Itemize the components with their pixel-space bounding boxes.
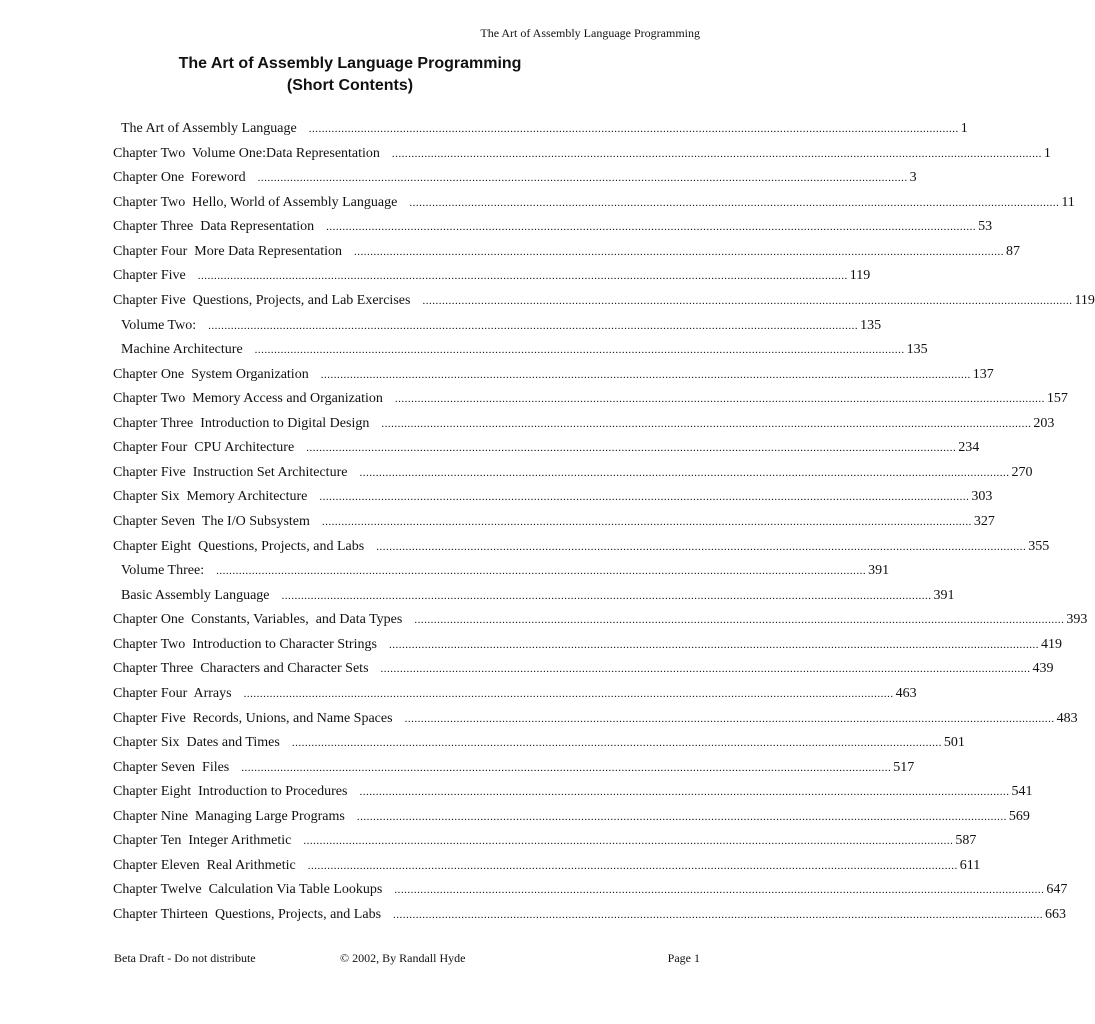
toc-entry[interactable] [113, 292, 1095, 318]
toc-entry-page: 137 [972, 366, 994, 382]
toc-entry-label: Chapter Six Dates and Times [113, 735, 280, 751]
dot-leader: ........................................................................................................................................................................................................ [356, 810, 1007, 823]
toc-entry[interactable] [113, 710, 1078, 736]
toc-entry-label: Chapter Four CPU Architecture [113, 440, 295, 456]
toc-entry-page: 483 [1056, 710, 1078, 726]
toc-entry-page: 203 [1033, 415, 1055, 431]
toc-entry[interactable] [113, 612, 1088, 637]
dot-leader: ........................................................................................................................................................................................................ [422, 294, 1073, 307]
toc-entry-page: 391 [933, 587, 955, 603]
toc-entry-page: 157 [1046, 391, 1068, 407]
toc-entry-label: Chapter Thirteen Questions, Projects, and Labs [113, 907, 382, 922]
dot-leader: ........................................................................................................................................................................................................ [308, 123, 959, 135]
toc-entry-page: 541 [1011, 784, 1033, 800]
document-title [0, 53, 700, 97]
dot-leader: ........................................................................................................................................................................................................ [281, 589, 932, 602]
dot-leader: ........................................................................................................................................................................................................ [354, 245, 1004, 258]
toc-entry-page: 234 [958, 440, 980, 456]
toc-entry[interactable] [113, 145, 1051, 171]
toc-entry-page: 439 [1032, 661, 1054, 677]
toc-entry[interactable] [113, 342, 928, 367]
toc-entry-label: Basic Assembly Language [121, 587, 270, 603]
title-line-2: (Short Contents) [286, 77, 414, 94]
toc-entry[interactable] [113, 489, 993, 514]
dot-leader: ........................................................................................................................................................................................................ [243, 687, 894, 700]
toc-entry[interactable] [113, 759, 915, 785]
toc-entry-label: Chapter Seven The I/O Subsystem [113, 514, 310, 529]
toc-entry-label: Chapter Eight Introduction to Procedures [113, 784, 348, 800]
toc-entry-label: Chapter Four More Data Representation [113, 243, 342, 259]
dot-leader: ........................................................................................................................................................................................................ [414, 614, 1065, 627]
toc-entry-page: 3 [909, 170, 917, 186]
toc-entry-label: Chapter Ten Integer Arithmetic [113, 833, 292, 849]
toc-entry-label: Volume Two: [121, 317, 197, 333]
toc-entry[interactable] [113, 514, 995, 539]
dot-leader: ........................................................................................................................................................................................................ [381, 417, 1032, 430]
dot-leader: ........................................................................................................................................................................................................ [197, 270, 848, 283]
toc-entry[interactable] [113, 366, 994, 392]
toc-entry-page: 587 [955, 833, 977, 849]
toc-entry-label: Chapter Twelve Calculation Via Table Lookups [113, 882, 383, 898]
dot-leader: ........................................................................................................................................................................................................ [404, 712, 1055, 725]
toc-entry[interactable] [113, 121, 968, 146]
toc-entry-page: 1 [960, 121, 968, 136]
toc-entry[interactable] [113, 784, 1033, 809]
dot-leader: ........................................................................................................................................................................................................ [394, 884, 1045, 897]
toc-entry[interactable] [113, 563, 890, 588]
toc-entry-label: Chapter Five Instruction Set Architecture [113, 464, 348, 480]
toc-entry[interactable] [113, 464, 1033, 490]
toc-entry[interactable] [113, 317, 882, 343]
toc-entry-label: Chapter Five Records, Unions, and Name Spaces [113, 710, 393, 726]
toc-entry-page: 87 [1006, 243, 1020, 259]
toc-entry[interactable] [113, 219, 993, 244]
toc-entry[interactable] [113, 857, 981, 883]
toc-entry-label: Chapter Three Characters and Character Sets [113, 661, 369, 677]
toc-entry-label: Chapter Five Questions, Projects, and Lab Exercises [113, 292, 411, 308]
toc-entry-label: Chapter One System Organization [113, 366, 309, 382]
toc-entry-label: Chapter Seven Files [113, 759, 230, 775]
toc-entry[interactable] [113, 538, 1050, 564]
toc-entry[interactable] [113, 170, 917, 195]
dot-leader: ........................................................................................................................................................................................................ [359, 786, 1010, 799]
dot-leader: ........................................................................................................................................................................................................ [391, 147, 1042, 160]
toc-entry-label: Chapter Two Introduction to Character Strings [113, 636, 377, 652]
toc-entry-label: Chapter Two Hello, World of Assembly Language [113, 194, 398, 210]
toc-entry-page: 11 [1061, 194, 1075, 210]
toc-entry-label: Machine Architecture [121, 342, 243, 358]
toc-entry-page: 119 [1074, 292, 1095, 308]
toc-entry[interactable] [113, 587, 955, 613]
dot-leader: ........................................................................................................................................................................................................ [320, 368, 971, 381]
toc-entry[interactable] [113, 735, 965, 760]
toc-entry-page: 463 [895, 685, 917, 701]
dot-leader: ........................................................................................................................................................................................................ [208, 319, 859, 332]
dot-leader: ........................................................................................................................................................................................................ [394, 393, 1045, 406]
toc-entry[interactable] [113, 243, 1020, 269]
table-of-contents [113, 121, 1095, 932]
dot-leader: ........................................................................................................................................................................................................ [254, 344, 905, 357]
toc-entry[interactable] [113, 907, 1067, 932]
toc-entry-page: 517 [893, 759, 915, 775]
toc-entry-label: Chapter Three Data Representation [113, 219, 315, 235]
toc-entry-label: Chapter Six Memory Architecture [113, 489, 308, 505]
toc-entry-page: 119 [849, 268, 871, 284]
toc-entry[interactable] [113, 391, 1068, 416]
toc-entry-label: Chapter Four Arrays [113, 685, 232, 701]
toc-entry-page: 569 [1008, 808, 1030, 824]
toc-entry[interactable] [113, 833, 977, 858]
dot-leader: ........................................................................................................................................................................................................ [376, 540, 1027, 553]
toc-entry-page: 327 [973, 514, 995, 529]
toc-entry[interactable] [113, 882, 1068, 907]
toc-entry-label: The Art of Assembly Language [121, 121, 297, 136]
toc-entry-page: 501 [943, 735, 965, 751]
toc-entry[interactable] [113, 636, 1062, 662]
dot-leader: ........................................................................................................................................................................................................ [380, 663, 1031, 676]
toc-entry-page: 391 [868, 563, 890, 579]
toc-entry-label: Chapter One Foreword [113, 170, 246, 186]
toc-entry-label: Volume Three: [121, 563, 205, 579]
toc-entry[interactable] [113, 415, 1055, 441]
dot-leader: ........................................................................................................................................................................................................ [409, 196, 1060, 209]
toc-entry-label: Chapter Three Introduction to Digital Design [113, 415, 370, 431]
toc-entry-label: Chapter Two Volume One:Data Representation [113, 145, 380, 161]
toc-entry-page: 611 [959, 857, 981, 873]
toc-entry-page: 135 [906, 342, 928, 358]
toc-entry-page: 355 [1028, 538, 1050, 554]
dot-leader: ........................................................................................................................................................................................................ [241, 761, 892, 774]
toc-entry-label: Chapter Five [113, 268, 186, 284]
dot-leader: ........................................................................................................................................................................................................ [326, 221, 977, 234]
dot-leader: ........................................................................................................................................................................................................ [388, 638, 1039, 651]
dot-leader: ........................................................................................................................................................................................................ [393, 909, 1044, 921]
footer-page-number: Page 1 [667, 951, 700, 965]
footer-draft-notice: Beta Draft - Do not distribute [114, 951, 256, 965]
dot-leader: ........................................................................................................................................................................................................ [319, 491, 970, 504]
running-header: The Art of Assembly Language Programming [480, 26, 700, 40]
toc-entry-page: 303 [971, 489, 993, 505]
toc-entry-page: 270 [1011, 464, 1033, 480]
toc-entry-page: 135 [860, 317, 882, 333]
toc-entry-label: Chapter Nine Managing Large Programs [113, 808, 345, 824]
dot-leader: ........................................................................................................................................................................................................ [216, 565, 867, 578]
toc-entry-page: 647 [1046, 882, 1068, 898]
title-line-1: The Art of Assembly Language Programming [178, 55, 522, 72]
toc-entry-label: Chapter Eight Questions, Projects, and Labs [113, 538, 365, 554]
dot-leader: ........................................................................................................................................................................................................ [306, 442, 957, 455]
toc-entry[interactable] [113, 685, 917, 711]
toc-entry-label: Chapter One Constants, Variables, and Data Types [113, 612, 403, 628]
toc-entry-page: 1 [1043, 145, 1051, 161]
toc-entry[interactable] [113, 194, 1075, 220]
toc-entry[interactable] [113, 661, 1054, 686]
footer-copyright: © 2002, By Randall Hyde [340, 951, 466, 965]
toc-entry-page: 393 [1066, 612, 1088, 628]
toc-entry[interactable] [113, 808, 1030, 834]
toc-entry-label: Chapter Eleven Real Arithmetic [113, 857, 296, 873]
dot-leader: ........................................................................................................................................................................................................ [321, 516, 972, 528]
toc-entry-page: 419 [1040, 636, 1062, 652]
dot-leader: ........................................................................................................................................................................................................ [307, 859, 958, 872]
toc-entry-label: Chapter Two Memory Access and Organization [113, 391, 383, 407]
toc-entry-page: 663 [1045, 907, 1067, 922]
dot-leader: ........................................................................................................................................................................................................ [359, 466, 1010, 479]
dot-leader: ........................................................................................................................................................................................................ [303, 835, 954, 848]
dot-leader: ........................................................................................................................................................................................................ [291, 737, 942, 750]
toc-entry[interactable] [113, 440, 980, 465]
toc-entry-page: 53 [978, 219, 993, 235]
toc-entry[interactable] [113, 268, 871, 293]
dot-leader: ........................................................................................................................................................................................................ [257, 172, 908, 185]
